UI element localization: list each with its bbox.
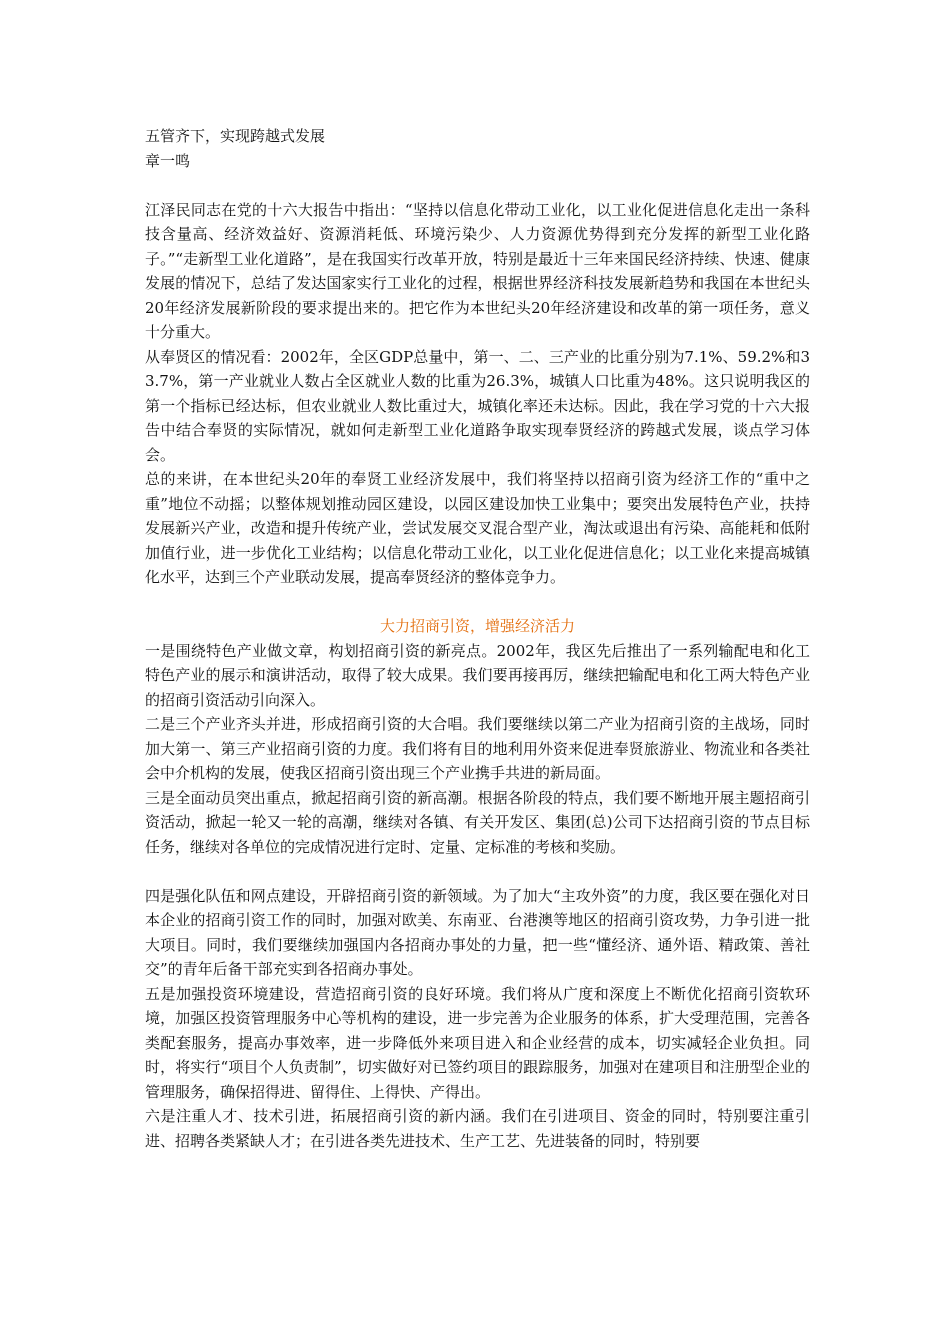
section-paragraph-1: 一是围绕特色产业做文章，构划招商引资的新亮点。2002年，我区先后推出了一系列输配电和化工特色产业的展示和演讲活动，取得了较大成果。我们要再接再厉，继续把输配电和化工两大特色产业的招商引资活动引向深入。 bbox=[145, 641, 810, 709]
blank-line bbox=[145, 859, 810, 884]
section-heading: 大力招商引资，增强经济活力 bbox=[379, 617, 575, 635]
section-paragraph-5: 五是加强投资环境建设，营造招商引资的良好环境。我们将从广度和深度上不断优化招商引资软环境，加强区投资管理服务中心等机构的建设，进一步完善为企业服务的体系，扩大受理范围，完善各类配套服务，提高办事效率，进一步降低外来项目进入和企业经营的成本，切实减轻企业负担。同时，将实行“项目个人负责制”，切实做好对已签约项目的跟踪服务，加强对在建项目和注册型企业的管理服务，确保招得进、留得住、上得快、产得出。 bbox=[145, 984, 810, 1101]
intro-paragraph-1: 江泽民同志在党的十六大报告中指出：“坚持以信息化带动工业化，以工业化促进信息化走出一条科技含量高、经济效益好、资源消耗低、环境污染少、人力资源优势得到充分发挥的新型工业化路子。”“走新型工业化道路”，是在我国实行改革开放，特别是最近十三年来国民经济持续、快速、健康发展的情况下，总结了发达国家实行工业化的过程，根据世界经济科技发展新趋势和我国在本世纪头20年经济发展新阶段的要求提出来的。把它作为本世纪头20年经济建设和改革的第一项任务，意义十分重大。 bbox=[145, 200, 810, 341]
section-paragraph-2: 二是三个产业齐头并进，形成招商引资的大合唱。我们要继续以第二产业为招商引资的主战场，同时加大第一、第三产业招商引资的力度。我们将有目的地利用外资来促进奉贤旅游业、物流业和各类社会中介机构的发展，使我区招商引资出现三个产业携手共进的新局面。 bbox=[145, 715, 810, 782]
section-paragraph-6: 六是注重人才、技术引进，拓展招商引资的新内涵。我们在引进项目、资金的同时，特别要注重引进、招聘各类紧缺人才；在引进各类先进技术、生产工艺、先进装备的同时，特别要 bbox=[145, 1107, 810, 1150]
article-author: 章一鸣 bbox=[145, 151, 191, 170]
document-page bbox=[145, 124, 810, 1153]
blank-line bbox=[145, 173, 810, 198]
intro-paragraph-3: 总的来讲，在本世纪头20年的奉贤工业经济发展中，我们将坚持以招商引资为经济工作的“重中之重”地位不动摇；以整体规划推动园区建设，以园区建设加快工业集中；要突出发展特色产业，扶持发展新兴产业，改造和提升传统产业，尝试发展交叉混合型产业，淘汰或退出有污染、高能耗和低附加值行业，进一步优化工业结构；以信息化带动工业化，以工业化促进信息化；以工业化来提高城镇化水平，达到三个产业联动发展，提高奉贤经济的整体竞争力。 bbox=[145, 470, 810, 586]
blank-line bbox=[145, 590, 810, 615]
section-paragraph-3: 三是全面动员突出重点，掀起招商引资的新高潮。根据各阶段的特点，我们要不断地开展主题招商引资活动，掀起一轮又一轮的高潮，继续对各镇、有关开发区、集团(总)公司下达招商引资的节点目标任务，继续对各单位的完成情况进行定时、定量、定标准的考核和奖励。 bbox=[145, 788, 810, 856]
article-title: 五管齐下，实现跨越式发展 bbox=[145, 127, 326, 145]
section-paragraph-4: 四是强化队伍和网点建设，开辟招商引资的新领域。为了加大“主攻外资”的力度，我区要在强化对日本企业的招商引资工作的同时，加强对欧美、东南亚、台港澳等地区的招商引资攻势，力争引进一批大项目。同时，我们要继续加强国内各招商办事处的力量，把一些“懂经济、通外语、精政策、善社交”的青年后备干部充实到各招商办事处。 bbox=[145, 886, 810, 978]
intro-paragraph-2: 从奉贤区的情况看：2002年，全区GDP总量中，第一、二、三产业的比重分别为7.1%、59.2%和33.7%，第一产业就业人数占全区就业人数的比重为26.3%，城镇人口比重为48%。这只说明我区的第一个指标已经达标，但农业就业人数比重过大，城镇化率还未达标。因此，我在学习党的十六大报告中结合奉贤的实际情况，就如何走新型工业化道路争取实现奉贤经济的跨越式发展，谈点学习体会。 bbox=[145, 347, 810, 464]
